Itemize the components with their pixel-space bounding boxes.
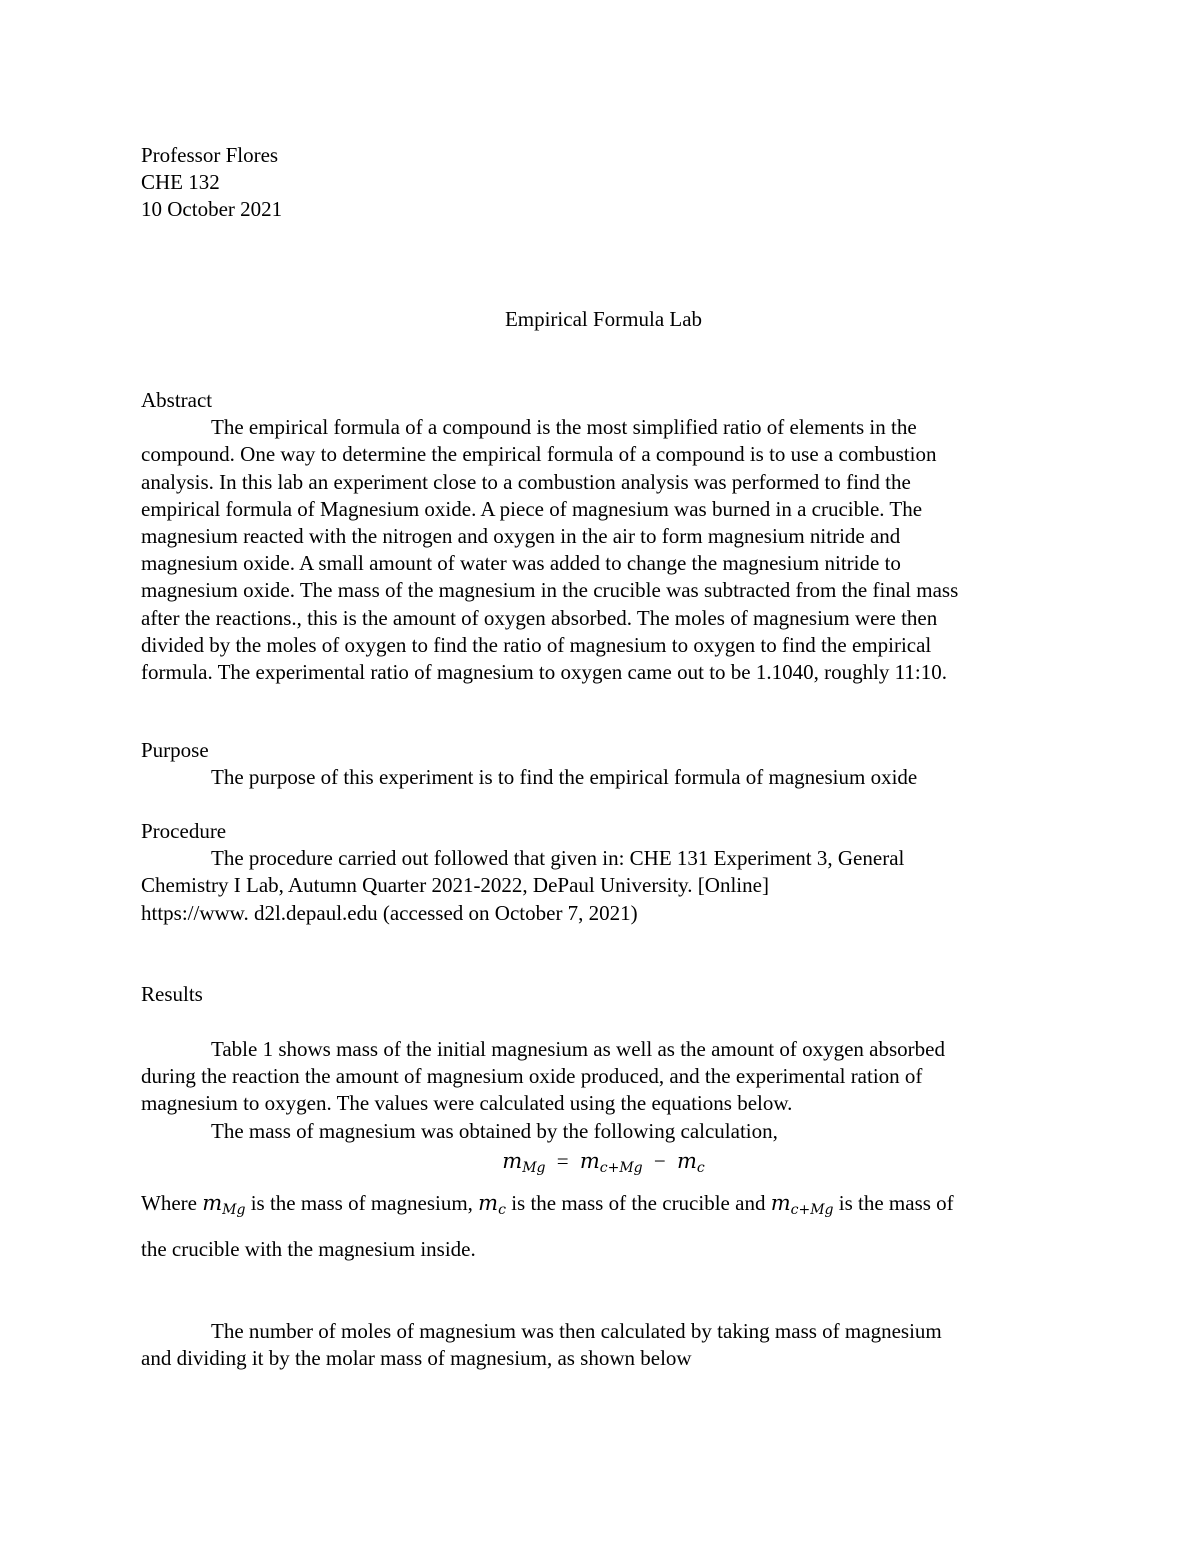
where-mg-symbol: m	[202, 1191, 223, 1215]
purpose-heading: Purpose	[141, 738, 209, 762]
where-text-5: the crucible with the magnesium inside.	[141, 1237, 476, 1261]
document-date: 10 October 2021	[141, 197, 283, 222]
procedure-line: Chemistry I Lab, Autumn Quarter 2021-2022, DePaul University. [Online]	[141, 873, 769, 898]
where-text-3: is the mass of the crucible and	[511, 1191, 766, 1215]
eq-lhs-sub: Mg	[522, 1160, 546, 1176]
course-code: CHE 132	[141, 170, 220, 195]
where-cmg-sub: c+Mg	[790, 1202, 834, 1218]
eq-rhs1	[579, 1149, 643, 1176]
where-c-symbol: m	[478, 1191, 499, 1215]
abstract-line: analysis. In this lab an experiment close to a combustion analysis was performed to find the	[141, 469, 911, 494]
page-title	[141, 306, 1066, 333]
abstract-line: magnesium reacted with the nitrogen and oxygen in the air to form magnesium nitride and	[141, 524, 901, 549]
where-c-sub: c	[498, 1202, 506, 1218]
abstract-heading: Abstract	[141, 388, 213, 412]
abstract-line: magnesium oxide. The mass of the magnesium in the crucible was subtracted from the final mass	[141, 578, 959, 603]
moles-paragraph	[141, 1318, 1066, 1372]
results-section	[141, 981, 1066, 1008]
where-line-2	[141, 1236, 1066, 1263]
header-block	[141, 142, 1066, 224]
purpose-section	[141, 737, 1066, 791]
where-text-2: is the mass of magnesium,	[250, 1191, 473, 1215]
where-symbol-cmg	[770, 1191, 834, 1218]
where-line	[141, 1190, 1066, 1217]
eq-rhs2-sub: c	[696, 1160, 705, 1176]
abstract-section	[141, 387, 1066, 686]
title-text: Empirical Formula Lab	[504, 307, 703, 331]
abstract-line: compound. One way to determine the empirical formula of a compound is to use a combustion	[141, 442, 937, 467]
eq-equals: =	[556, 1149, 569, 1173]
professor-name: Professor Flores	[141, 143, 279, 167]
abstract-line: empirical formula of Magnesium oxide. A piece of magnesium was burned in a crucible. The	[141, 496, 923, 521]
eq-lhs-symbol: m	[502, 1149, 523, 1173]
moles-line: and dividing it by the molar mass of magnesium, as shown below	[141, 1346, 692, 1371]
abstract-line: magnesium oxide. A small amount of water was added to change the magnesium nitride to	[141, 551, 901, 576]
eq-minus: −	[653, 1149, 666, 1173]
procedure-line: https://www. d2l.depaul.edu (accessed on October 7, 2021)	[141, 900, 638, 925]
abstract-line: The empirical formula of a compound is the most simplified ratio of elements in the	[211, 415, 917, 440]
procedure-line: The procedure carried out followed that given in: CHE 131 Experiment 3, General	[211, 846, 905, 871]
mass-calc-line: The mass of magnesium was obtained by the following calculation,	[211, 1118, 778, 1143]
abstract-line: divided by the moles of oxygen to find the ratio of magnesium to oxygen to find the empirical	[141, 632, 932, 657]
results-intro-line: Table 1 shows mass of the initial magnesium as well as the amount of oxygen absorbed	[211, 1037, 945, 1061]
where-text-1: Where	[141, 1191, 197, 1215]
where-text-4: is the mass of	[838, 1191, 954, 1215]
where-mg-sub: Mg	[222, 1202, 246, 1218]
abstract-line: formula. The experimental ratio of magnesium to oxygen came out to be 1.1040, roughly 11:10.	[141, 660, 947, 685]
results-heading: Results	[141, 982, 203, 1006]
where-symbol-mg	[202, 1191, 246, 1218]
purpose-text: The purpose of this experiment is to find the empirical formula of magnesium oxide	[211, 765, 918, 790]
abstract-line: after the reactions., this is the amount of oxygen absorbed. The moles of magnesium were then	[141, 605, 938, 630]
results-intro	[141, 1036, 1066, 1145]
eq-rhs2-symbol: m	[676, 1149, 697, 1173]
eq-rhs1-symbol: m	[579, 1149, 600, 1173]
eq-lhs	[502, 1149, 546, 1176]
where-cmg-symbol: m	[770, 1191, 791, 1215]
procedure-heading: Procedure	[141, 819, 227, 843]
moles-line: The number of moles of magnesium was then calculated by taking mass of magnesium	[211, 1319, 942, 1343]
results-intro-line: magnesium to oxygen. The values were calculated using the equations below.	[141, 1091, 793, 1116]
where-symbol-c	[478, 1191, 506, 1218]
where-sentence	[141, 1190, 1066, 1217]
results-intro-line: during the reaction the amount of magnesium oxide produced, and the experimental ration of	[141, 1064, 923, 1089]
eq-rhs2	[676, 1149, 705, 1176]
eq-rhs1-sub: c+Mg	[599, 1160, 643, 1176]
procedure-section	[141, 818, 1066, 927]
mass-equation	[141, 1148, 1066, 1175]
